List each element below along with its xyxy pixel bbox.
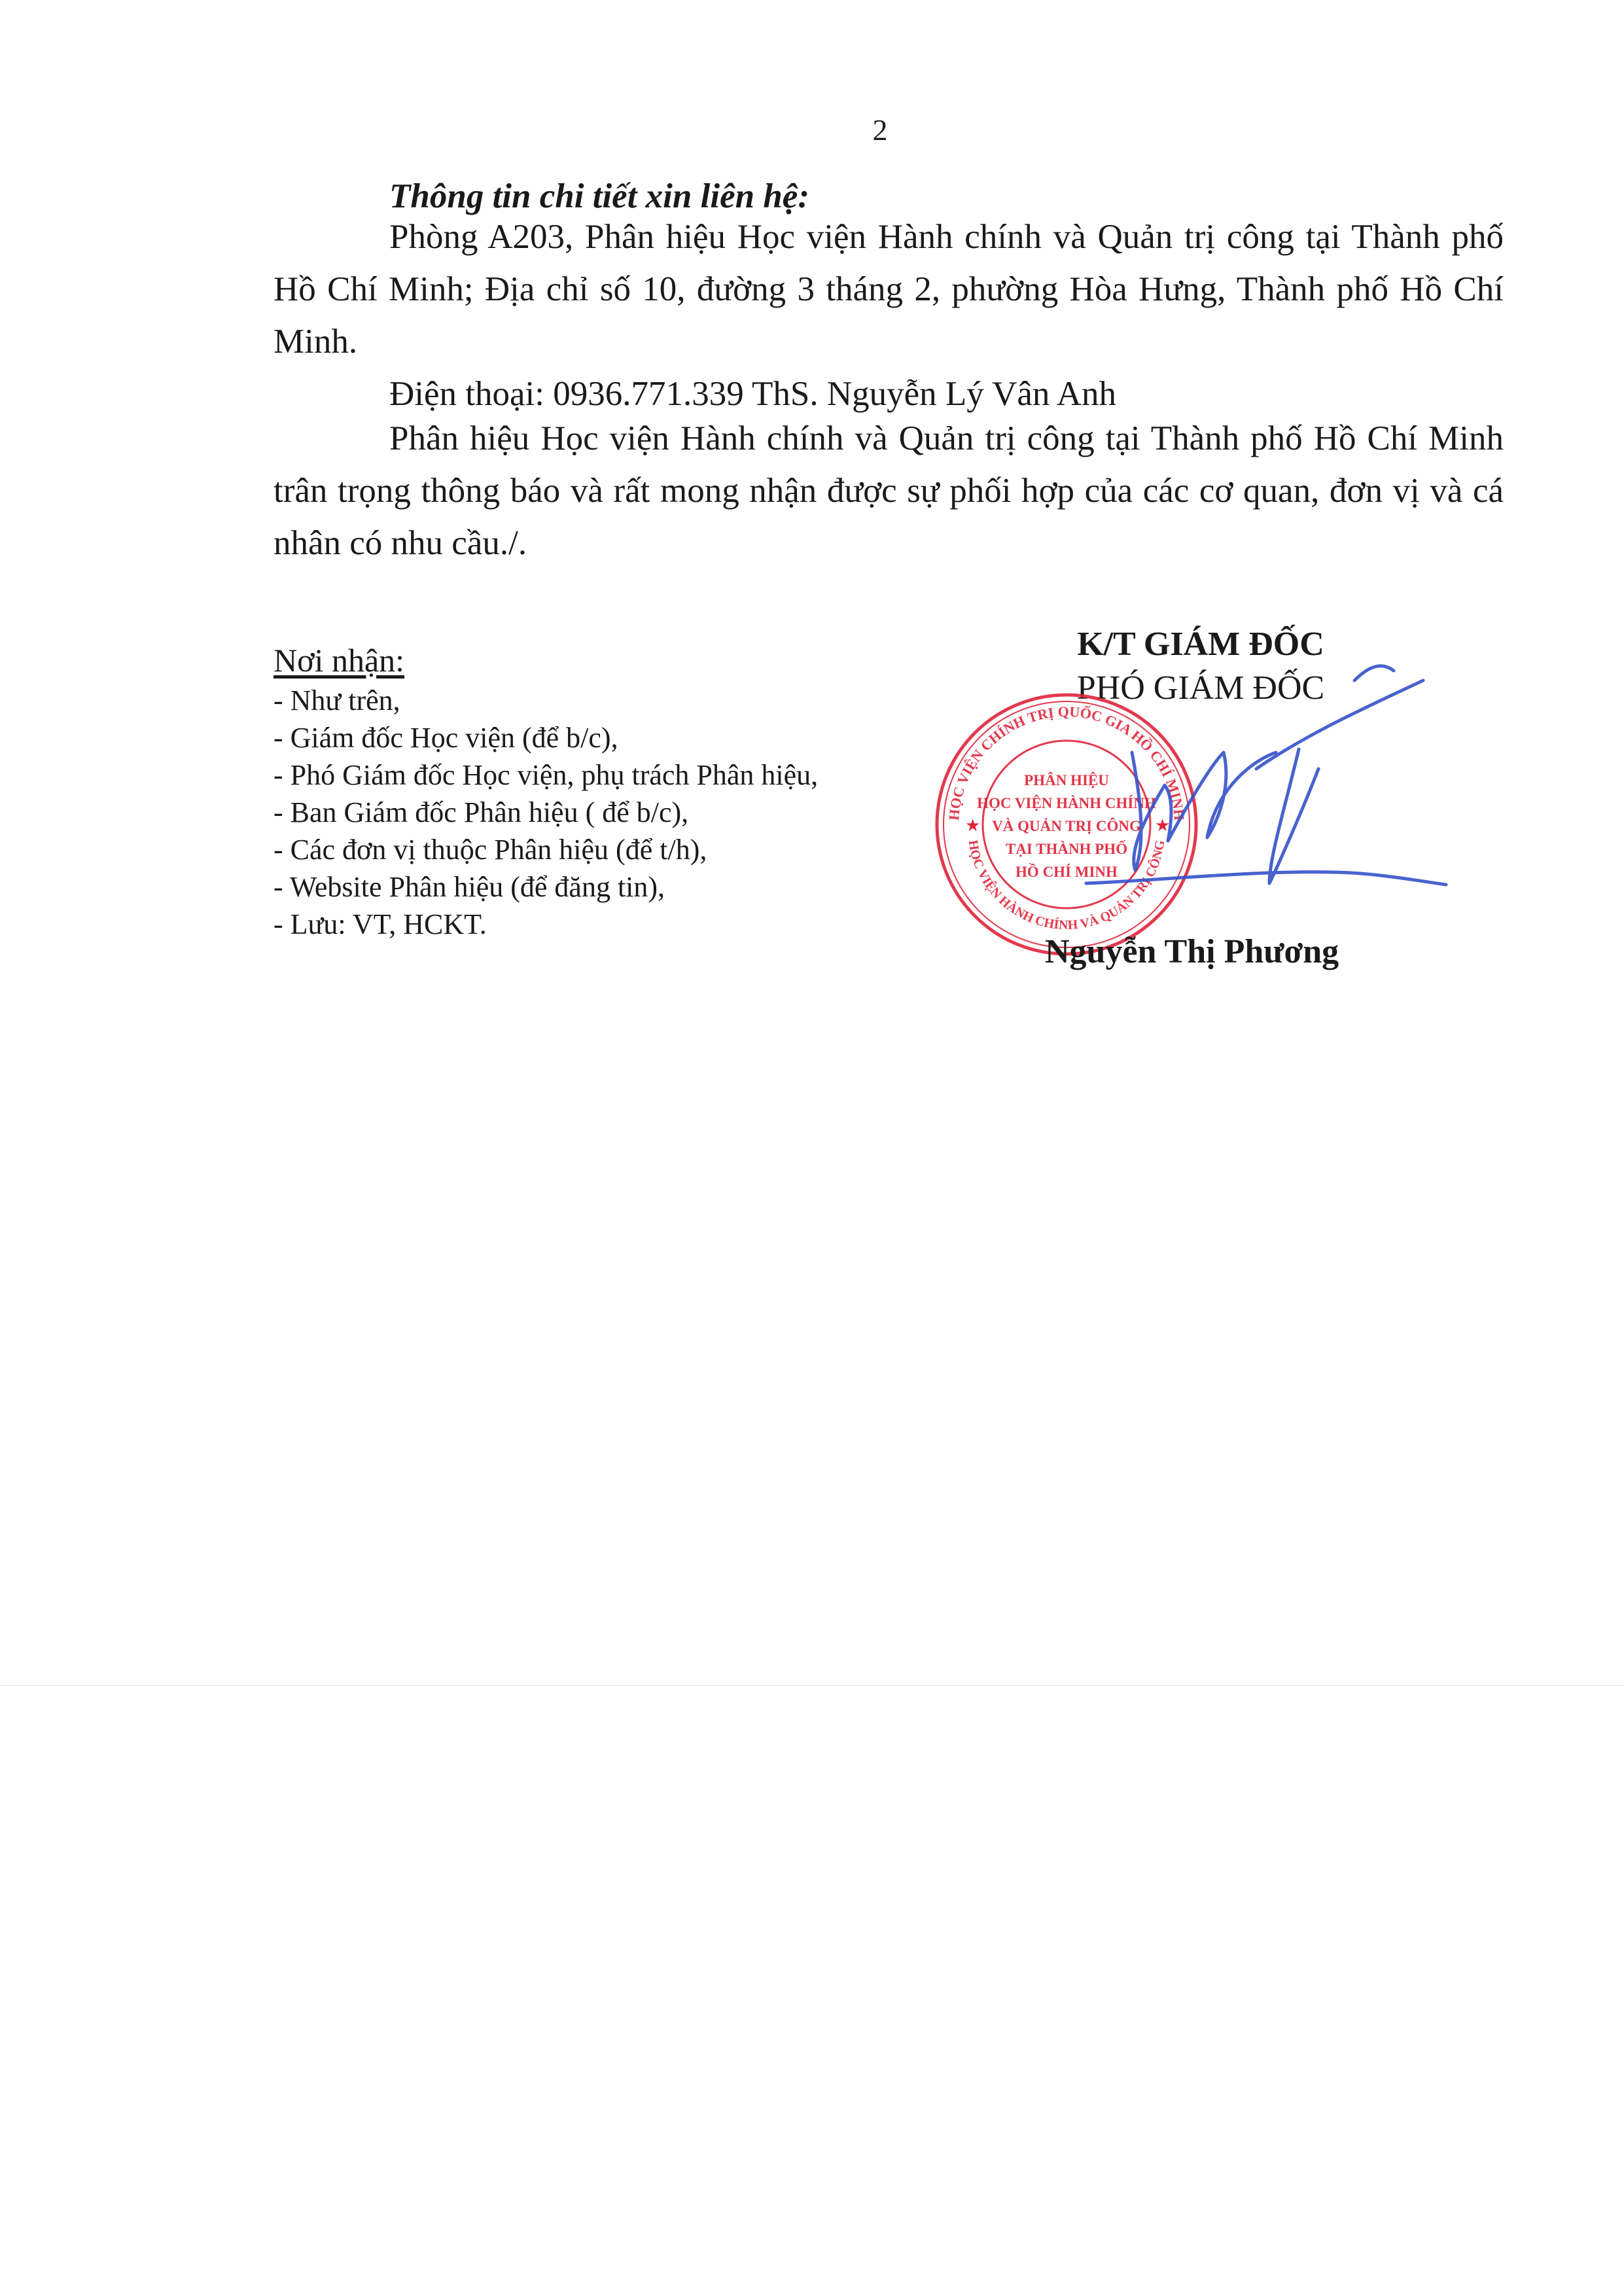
stamp-star-icon: ★	[965, 816, 981, 836]
contact-heading: Thông tin chi tiết xin liên hệ:	[389, 177, 809, 215]
signature-title-primary: K/T GIÁM ĐỐC	[1077, 626, 1324, 663]
recipient-item: - Ban Giám đốc Phân hiệu ( để b/c),	[274, 796, 689, 828]
stamp-inner-line: HỒ CHÍ MINH	[1015, 864, 1118, 880]
scan-divider	[0, 1685, 1624, 1686]
signature-title-secondary: PHÓ GIÁM ĐỐC	[1076, 669, 1325, 707]
stamp-star-icon: ★	[1155, 816, 1171, 836]
recipients-title: Nơi nhận:	[274, 642, 405, 679]
contact-address-text: Phòng A203, Phân hiệu Học viện Hành chính và Quản trị công tại Thành phố Hồ Chí Minh; Địa chỉ số 10, đường 3 tháng 2, phường Hòa Hưng, Thành phố Hồ Chí Minh.	[274, 218, 1504, 361]
recipient-item: - Các đơn vị thuộc Phân hiệu (để t/h),	[274, 834, 707, 866]
page-number: 2	[872, 113, 888, 147]
recipients-block	[274, 641, 928, 943]
closing-text: Phân hiệu Học viện Hành chính và Quản trị công tại Thành phố Hồ Chí Minh trân trọng thông báo và rất mong nhận được sự phối hợp của các cơ quan, đơn vị và cá nhân có nhu cầu./.	[274, 419, 1504, 562]
stamp-inner-line: PHÂN HIỆU	[1024, 772, 1109, 788]
stamp-inner-line: HỌC VIỆN HÀNH CHÍNH	[977, 795, 1156, 811]
recipients-list	[274, 682, 928, 943]
recipient-item: - Như trên,	[274, 684, 400, 716]
stamp-outer-text-bottom: HỌC VIỆN HÀNH CHÍNH VÀ QUẢN TRỊ CÔNG	[965, 839, 1168, 933]
closing-paragraph	[274, 412, 1504, 569]
stamp-inner-line: VÀ QUẢN TRỊ CÔNG	[992, 818, 1141, 834]
stamp-inner-line: TẠI THÀNH PHỐ	[1005, 841, 1128, 857]
signer-name: Nguyễn Thị Phương	[1045, 933, 1339, 970]
recipient-item: - Website Phân hiệu (để đăng tin),	[274, 871, 665, 903]
recipient-item: - Lưu: VT, HCKT.	[274, 908, 487, 940]
recipient-item: - Phó Giám đốc Học viện, phụ trách Phân hiệu,	[274, 759, 819, 791]
contact-phone-text: Điện thoại: 0936.771.339 ThS. Nguyễn Lý Vân Anh	[389, 375, 1116, 413]
contact-address-paragraph	[274, 211, 1504, 368]
handwritten-signature	[1060, 654, 1466, 929]
stamp-outer-text-top: HỌC VIỆN CHÍNH TRỊ QUỐC GIA HỒ CHÍ MINH	[945, 703, 1188, 821]
recipient-item: - Giám đốc Học viện (để b/c),	[274, 722, 618, 754]
